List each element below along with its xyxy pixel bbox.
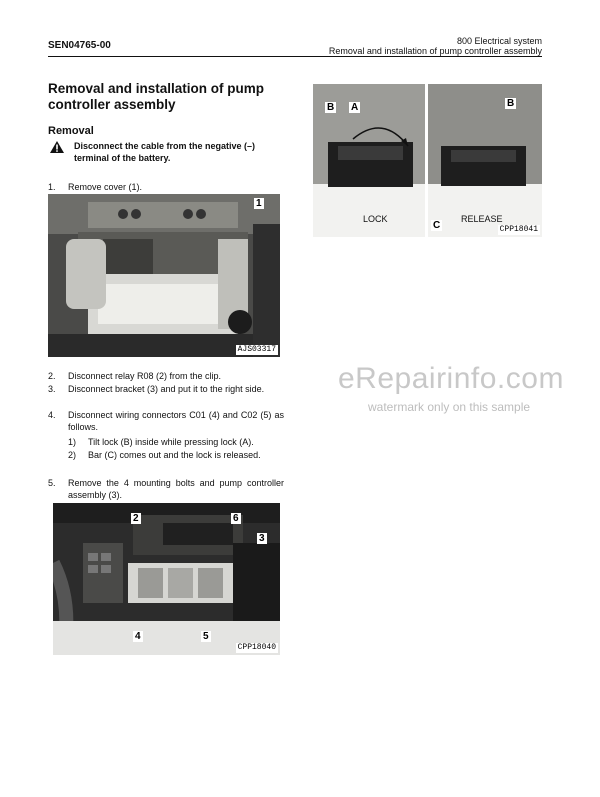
step-text: Remove the 4 mounting bolts and pump controller assembly (3).: [68, 478, 284, 500]
document-code: SEN04765-00: [48, 40, 111, 51]
watermark-main: eRepairinfo.com: [338, 362, 564, 395]
callout-5: 5: [203, 631, 209, 642]
substep-text: Tilt lock (B) inside while pressing lock (A).: [88, 437, 254, 447]
section-subheading: Removal: [48, 125, 94, 137]
figure-connector-photo: [313, 84, 542, 237]
release-label: RELEASE: [461, 214, 503, 224]
step-number: 5.: [48, 478, 56, 488]
figure-code: AJS03317: [237, 345, 276, 354]
header-rule: [48, 56, 542, 57]
watermark: [338, 362, 600, 414]
callout-6: 6: [233, 513, 239, 524]
step-item: [48, 477, 284, 501]
callout-2: 2: [133, 513, 139, 524]
section-title: 800 Electrical system: [456, 36, 542, 46]
step-text: Disconnect bracket (3) and put it to the right side.: [68, 384, 265, 394]
step-item: [48, 409, 284, 433]
warning-note: [48, 140, 288, 164]
callout-a: A: [351, 102, 359, 113]
figure-controller-photo: [53, 503, 280, 655]
warning-triangle-icon: [50, 141, 64, 153]
header-section: [329, 36, 542, 56]
callout-b-right: B: [507, 98, 515, 109]
step-text: Disconnect relay R08 (2) from the clip.: [68, 371, 222, 381]
substep-item: [68, 449, 284, 461]
step-text: Disconnect wiring connectors C01 (4) and C02 (5) as follows.: [68, 410, 284, 432]
lock-label: LOCK: [363, 214, 388, 224]
substep-text: Bar (C) comes out and the lock is released.: [88, 450, 261, 460]
callout-4: 4: [135, 631, 141, 642]
step-text: Remove cover (1).: [68, 182, 143, 192]
substep-item: [68, 436, 284, 448]
callout-3: 3: [259, 533, 265, 544]
step-number: 3.: [48, 384, 56, 394]
callout-1: 1: [256, 198, 262, 209]
subsection-title: Removal and installation of pump controller assembly: [328, 46, 542, 56]
callout-b-left: B: [327, 102, 335, 113]
figure-code: CPP18040: [237, 643, 276, 652]
watermark-sub: watermark only on this sample: [368, 400, 531, 414]
page-title: Removal and installation of pump controller assembly: [48, 81, 265, 112]
substep-number: 1): [68, 437, 77, 447]
step-item: [48, 181, 288, 193]
step-number: 2.: [48, 371, 56, 381]
figure-cover-photo: [48, 194, 280, 357]
warning-text: Disconnect the cable from the negative (–) terminal of the battery.: [74, 141, 256, 163]
step-item: [48, 370, 284, 382]
step-number: 1.: [48, 182, 56, 192]
substep-number: 2): [68, 450, 77, 460]
step-item: [48, 383, 284, 395]
step-number: 4.: [48, 410, 56, 420]
figure-code: CPP18041: [499, 225, 538, 234]
callout-c: C: [433, 220, 441, 231]
